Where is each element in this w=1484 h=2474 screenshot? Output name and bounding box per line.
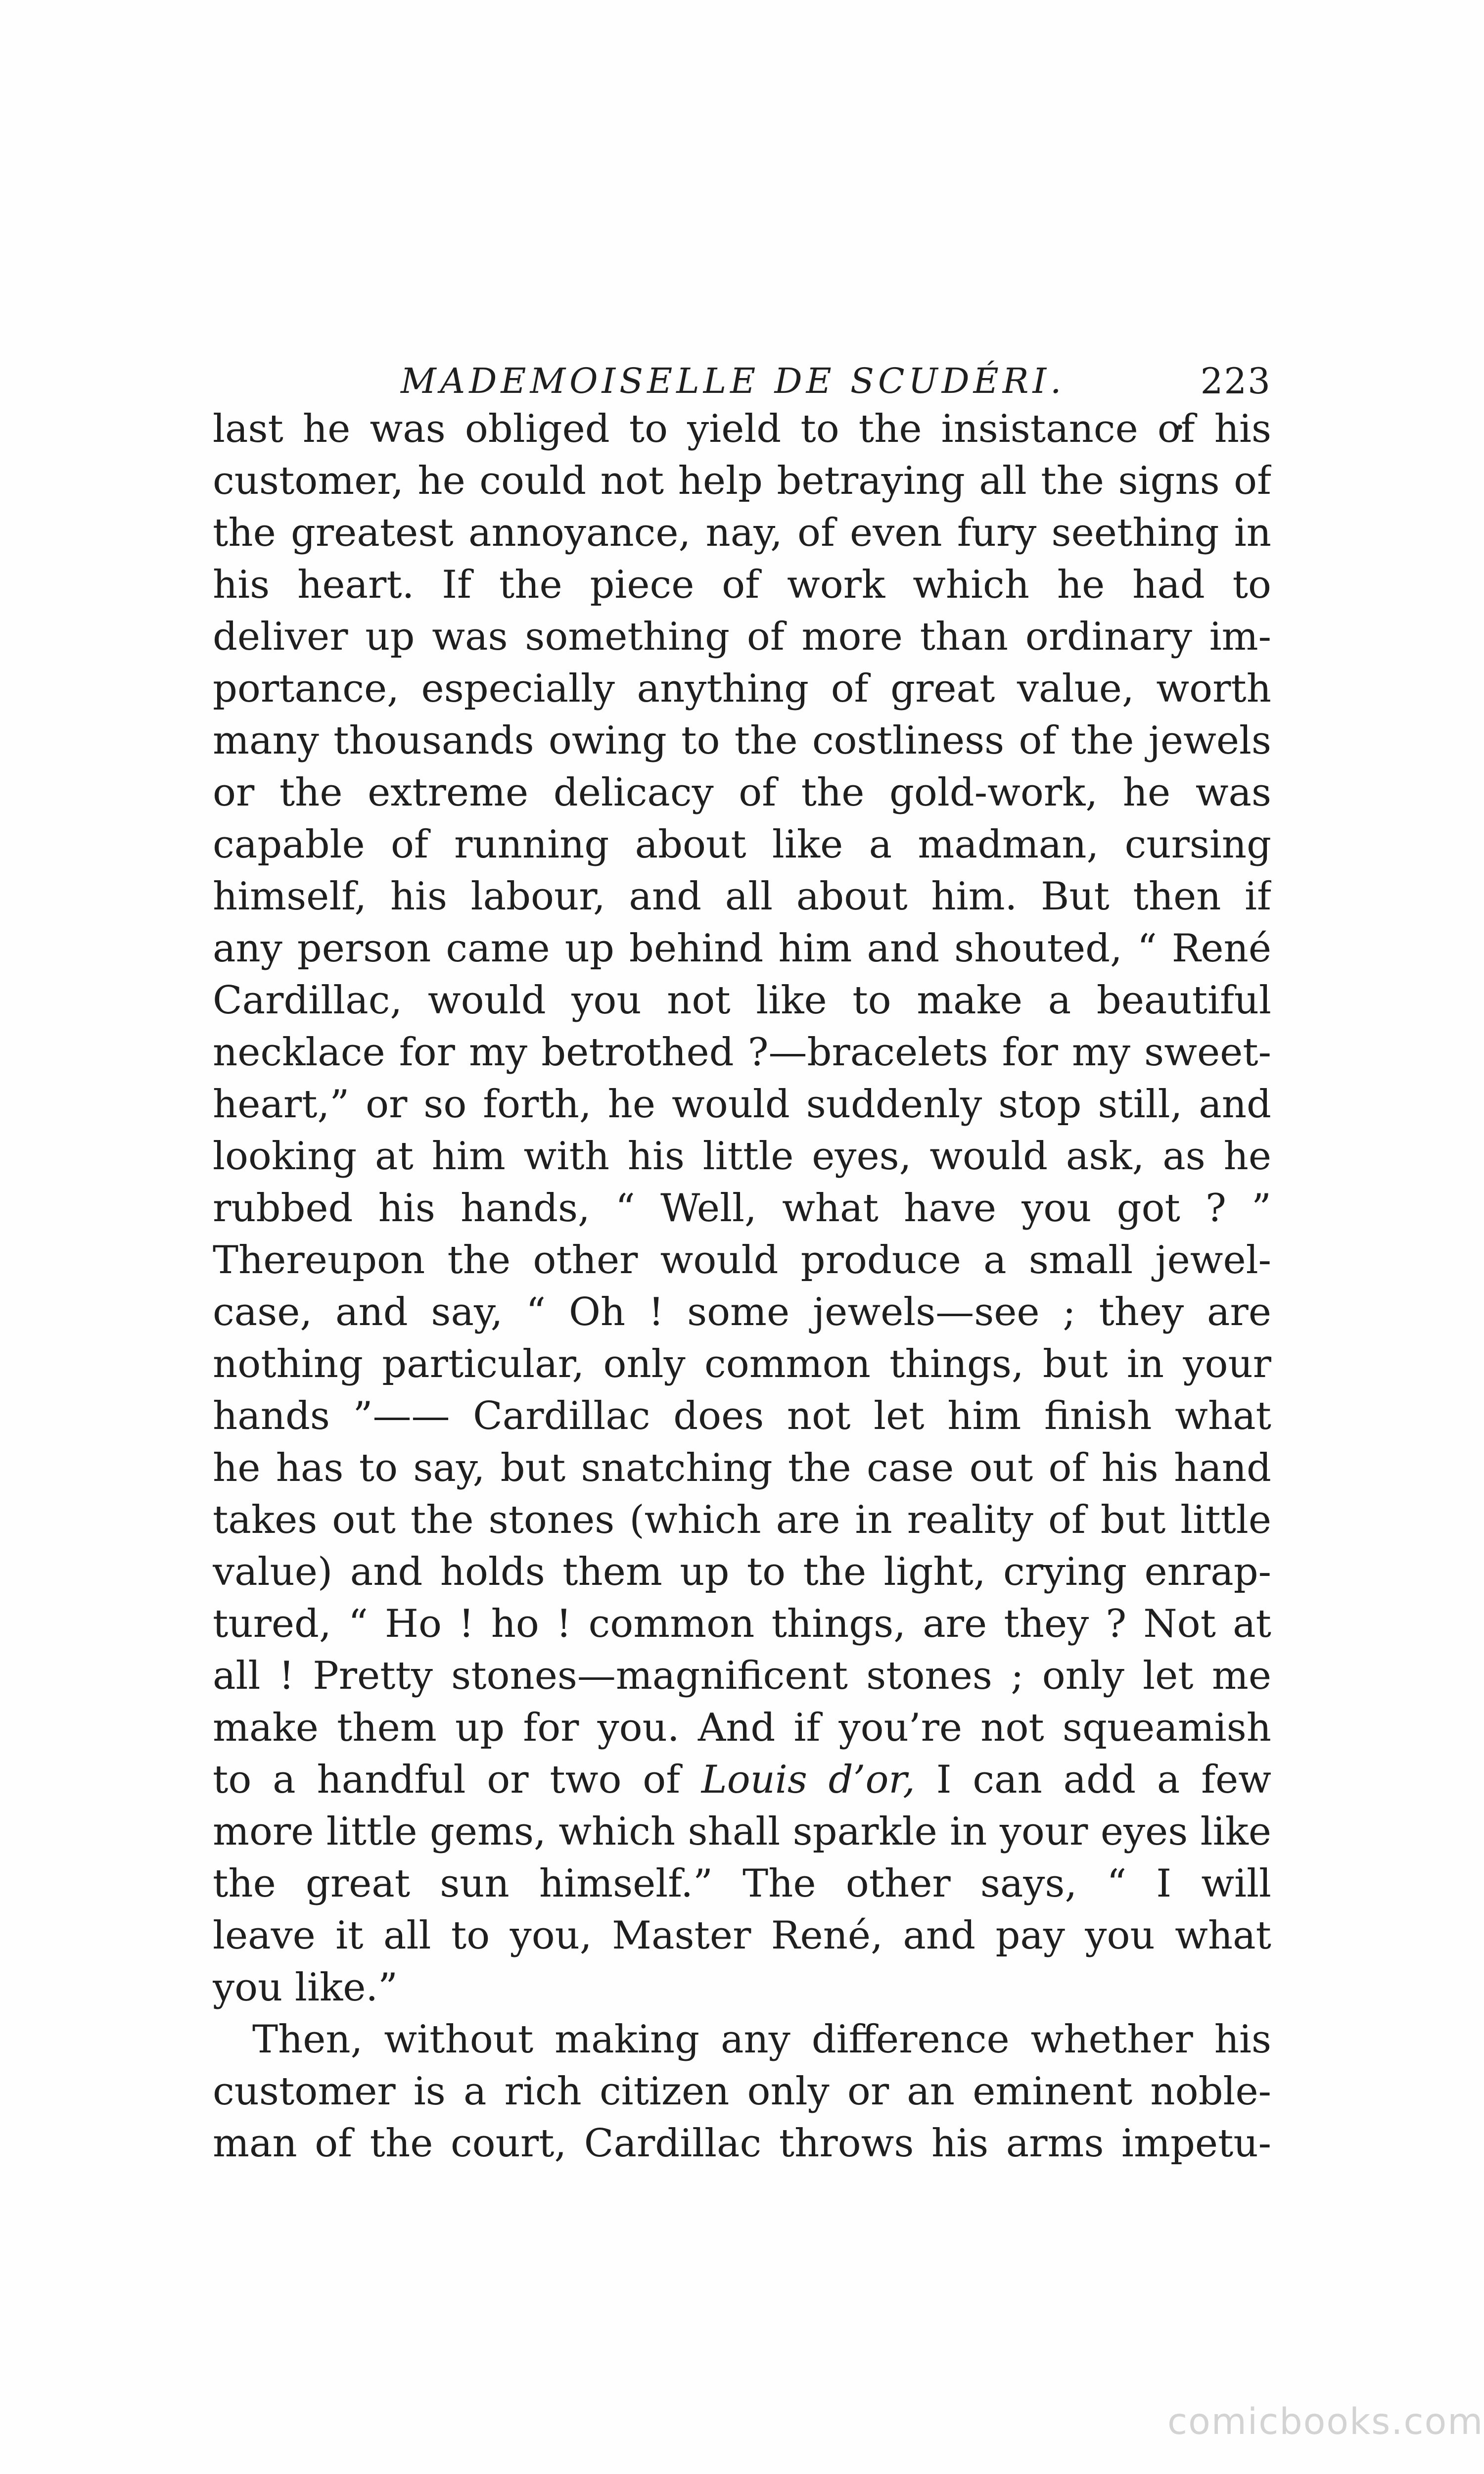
text-line: hands ”—— Cardillac does not let him finish what (213, 1394, 1271, 1438)
text-line: value) and holds them up to the light, crying enrap- (213, 1550, 1271, 1594)
text-line: deliver up was something of more than ordinary im- (213, 615, 1271, 659)
text-line: the great sun himself.” The other says, “ I will (213, 1861, 1271, 1906)
text-line: capable of running about like a madman, cursing (213, 822, 1271, 867)
paragraph-start-line: Then, without making any difference whether his (252, 2017, 1271, 2062)
text-line: portance, especially anything of great value, worth (213, 666, 1271, 711)
text-line: last he was obliged to yield to the insistance of his (213, 407, 1271, 451)
text-line: the greatest annoyance, nay, of even fury seething in (213, 511, 1271, 555)
text-line: himself, his labour, and all about him. But then if (213, 874, 1271, 919)
text-line: his heart. If the piece of work which he had to (213, 563, 1271, 607)
text-line: rubbed his hands, “ Well, what have you got ? ” (213, 1186, 1271, 1231)
text-line: more little gems, which shall sparkle in your eyes like (213, 1809, 1271, 1854)
text-line: heart,” or so forth, he would suddenly stop still, and (213, 1082, 1271, 1127)
paragraph-end-line: you like.” (213, 1965, 398, 2010)
text-line: customer, he could not help betraying all the signs of (213, 459, 1271, 503)
page-number: 223 (1200, 360, 1271, 402)
text-line: looking at him with his little eyes, would ask, as he (213, 1134, 1271, 1179)
text-line: necklace for my betrothed ?—bracelets for my sweet- (213, 1030, 1271, 1075)
text-line: takes out the stones (which are in reality of but little (213, 1498, 1271, 1542)
text-line: Thereupon the other would produce a small jewel- (213, 1238, 1271, 1283)
watermark: comicbooks.com (1167, 2401, 1484, 2443)
text-fragment: I can add a few (915, 1758, 1271, 1802)
text-line: he has to say, but snatching the case out of his hand (213, 1446, 1271, 1490)
text-line: make them up for you. And if you’re not squeamish (213, 1706, 1271, 1750)
text-line: customer is a rich citizen only or an eminent noble- (213, 2069, 1271, 2114)
text-line: many thousands owing to the costliness of the jewels (213, 718, 1271, 763)
body-text (213, 403, 1271, 2170)
text-line: any person came up behind him and shouted, “ René (213, 926, 1271, 971)
italic-currency-term: Louis d’or, (701, 1758, 915, 1802)
text-line-louis (213, 1754, 1271, 1806)
text-line: nothing particular, only common things, but in your (213, 1342, 1271, 1386)
text-line: all ! Pretty stones—magnificent stones ; only let me (213, 1654, 1271, 1698)
text-line: tured, “ Ho ! ho ! common things, are they ? Not at (213, 1602, 1271, 1646)
text-line: Cardillac, would you not like to make a beautiful (213, 978, 1271, 1023)
text-line: man of the court, Cardillac throws his arms impetu- (213, 2121, 1271, 2166)
text-fragment: to a handful or two of (213, 1758, 701, 1802)
text-line: or the extreme delicacy of the gold-work, he was (213, 770, 1271, 815)
text-line: leave it all to you, Master René, and pay you what (213, 1913, 1271, 1958)
text-line: case, and say, “ Oh ! some jewels—see ; they are (213, 1290, 1271, 1334)
running-title: MADEMOISELLE DE SCUDÉRI. (401, 361, 1066, 401)
